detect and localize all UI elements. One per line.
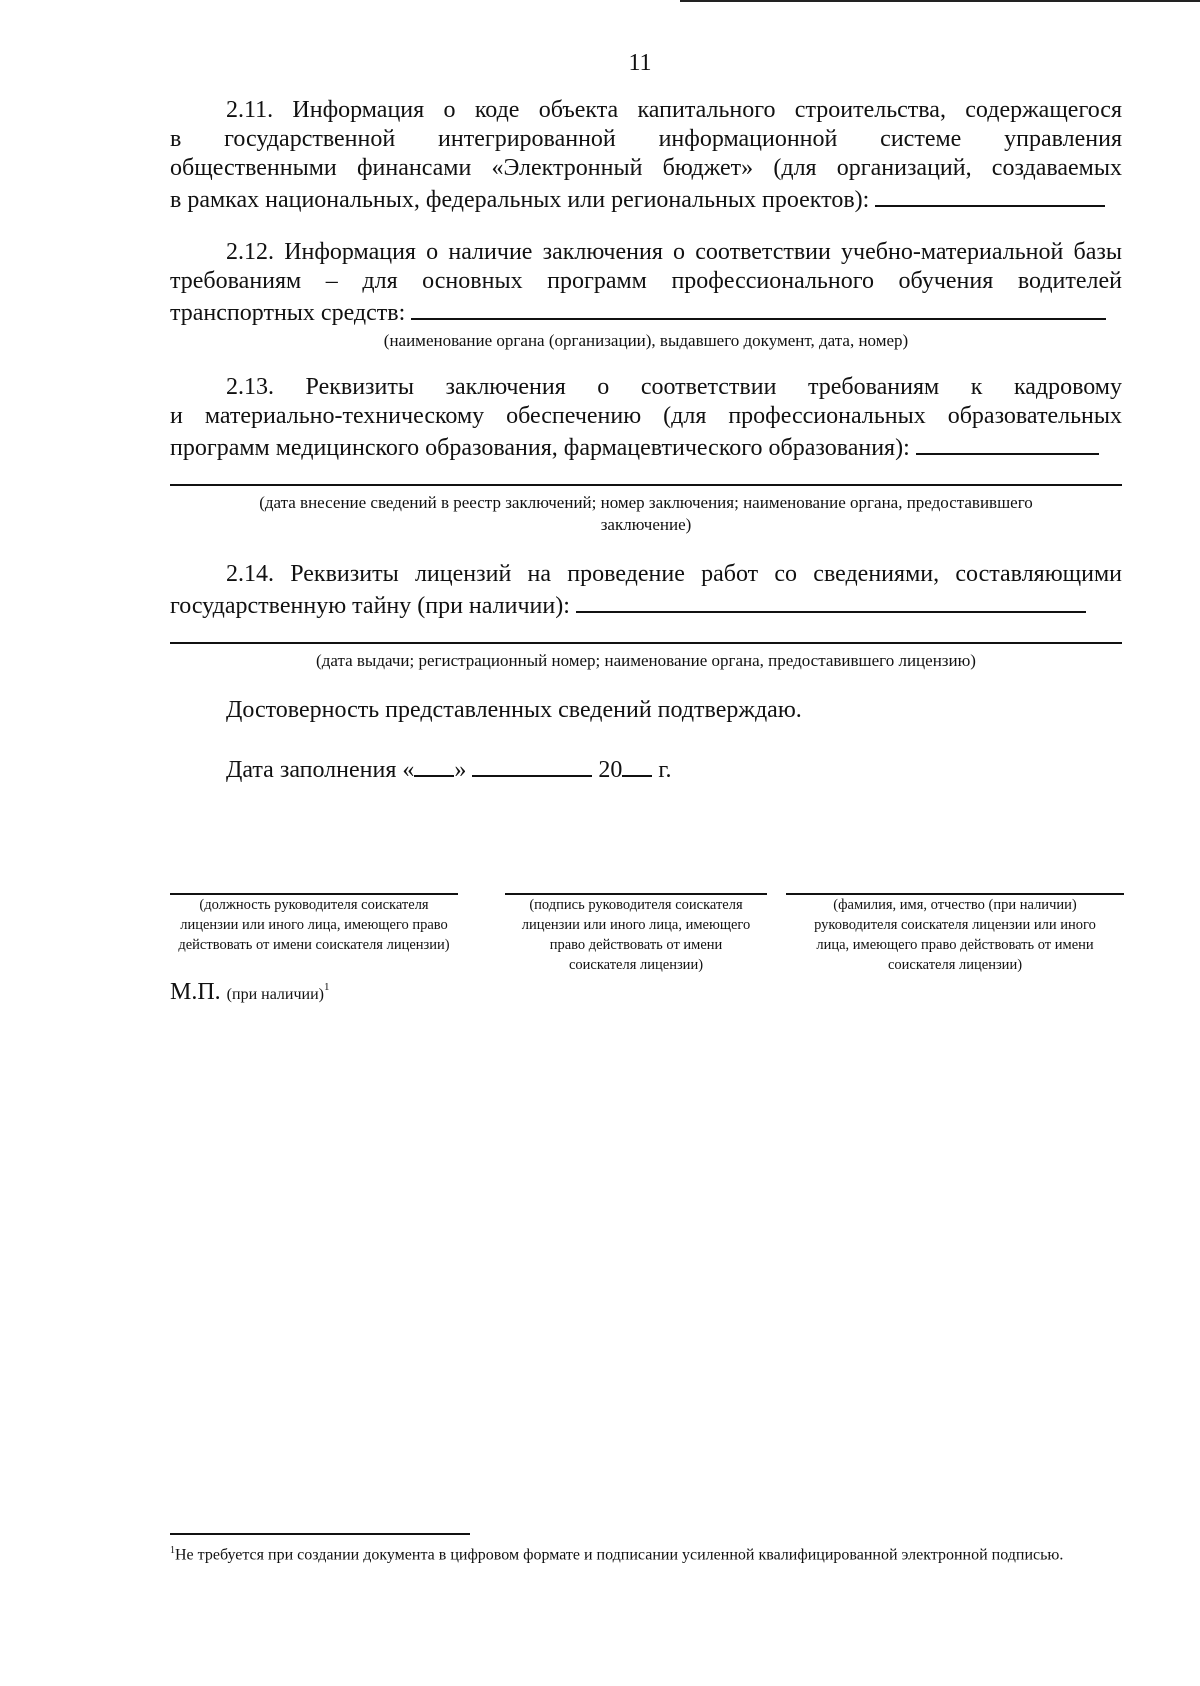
s211-line1: 2.11. Информация о коде объекта капитального строительства, содержащегося bbox=[226, 97, 1122, 123]
s214-line1: 2.14. Реквизиты лицензий на проведение работ со сведениями, составляющими bbox=[226, 561, 1122, 587]
date-close-quote: » bbox=[454, 757, 467, 783]
s214-line2: государственную тайну (при наличии): bbox=[170, 593, 570, 619]
s212-conclusion-field[interactable] bbox=[411, 296, 1106, 320]
s213-requisites-line[interactable] bbox=[170, 484, 1122, 486]
footnote bbox=[170, 1540, 1130, 1566]
footnote-text: Не требуется при создании документа в цифровом формате и подписании усиленной квалифицированной электронной подписью. bbox=[175, 1546, 1064, 1564]
s213-caption-1: (дата внесение сведений в реестр заключений; номер заключения; наименование органа, предоставившего bbox=[259, 493, 1033, 512]
s212-caption: (наименование органа (организации), выдавшего документ, дата, номер) bbox=[383, 331, 909, 350]
stamp-note: (при наличии) bbox=[226, 986, 324, 1003]
date-year-suffix: г. bbox=[658, 757, 672, 783]
signature-name-column[interactable]: (фамилия, имя, отчество (при наличии) руководителя соискателя лицензии или иного лица, имеющего право действовать от имени соискателя лицензии) bbox=[786, 893, 1124, 975]
s213-line2: и материально-техническому обеспечению (для профессиональных образовательных bbox=[170, 403, 1122, 429]
s214-license-line[interactable] bbox=[170, 642, 1122, 644]
stamp-label: М.П. bbox=[170, 979, 221, 1005]
s211-code-field[interactable] bbox=[875, 183, 1105, 207]
s214-license-field[interactable] bbox=[576, 589, 1086, 613]
s213-caption-2: заключение) bbox=[600, 515, 692, 534]
stamp-footnote-ref: 1 bbox=[323, 981, 330, 993]
footnote-rule bbox=[170, 1533, 470, 1535]
section-2-12 bbox=[170, 238, 1122, 352]
s213-line3: программ медицинского образования, фармацевтического образования): bbox=[170, 435, 910, 461]
date-month-field[interactable] bbox=[472, 753, 592, 777]
s211-line3: общественными финансами «Электронный бюджет» (для организаций, создаваемых bbox=[170, 155, 1122, 181]
date-fill-row bbox=[226, 753, 672, 784]
footnote-ref: 1 bbox=[170, 1545, 175, 1556]
signature-sign-column[interactable]: (подпись руководителя соискателя лицензии или иного лица, имеющего право действовать от имени соискателя лицензии) bbox=[505, 893, 767, 975]
stamp-place bbox=[170, 979, 329, 1006]
s211-line4: в рамках национальных, федеральных или региональных проектов): bbox=[170, 187, 870, 213]
s213-requisites-field[interactable] bbox=[916, 431, 1099, 455]
date-year-prefix: 20 bbox=[598, 757, 623, 783]
signature-position-column[interactable]: (должность руководителя соискателя лицензии или иного лица, имеющего право действовать от имени соискателя лицензии) bbox=[170, 893, 458, 955]
s213-line1: 2.13. Реквизиты заключения о соответствии требованиям к кадровому bbox=[226, 374, 1122, 400]
page-number: 11 bbox=[628, 50, 652, 76]
s212-line2: требованиям – для основных программ профессионального обучения водителей bbox=[170, 268, 1122, 294]
section-2-14 bbox=[170, 560, 1122, 672]
date-year-field[interactable] bbox=[622, 753, 652, 777]
section-2-13 bbox=[170, 373, 1122, 536]
confirmation-text: Достоверность представленных сведений подтверждаю. bbox=[226, 697, 802, 723]
date-fill-label: Дата заполнения « bbox=[226, 757, 415, 783]
s212-line3: транспортных средств: bbox=[170, 300, 406, 326]
date-day-field[interactable] bbox=[414, 753, 454, 777]
s211-line2: в государственной интегрированной информационной системе управления bbox=[170, 126, 1122, 152]
section-2-11 bbox=[170, 96, 1122, 215]
s212-line1: 2.12. Информация о наличие заключения о соответствии учебно-материальной базы bbox=[226, 239, 1122, 265]
top-edge-line bbox=[680, 0, 1200, 2]
s214-caption: (дата выдачи; регистрационный номер; наименование органа, предоставившего лицензию) bbox=[316, 651, 976, 670]
